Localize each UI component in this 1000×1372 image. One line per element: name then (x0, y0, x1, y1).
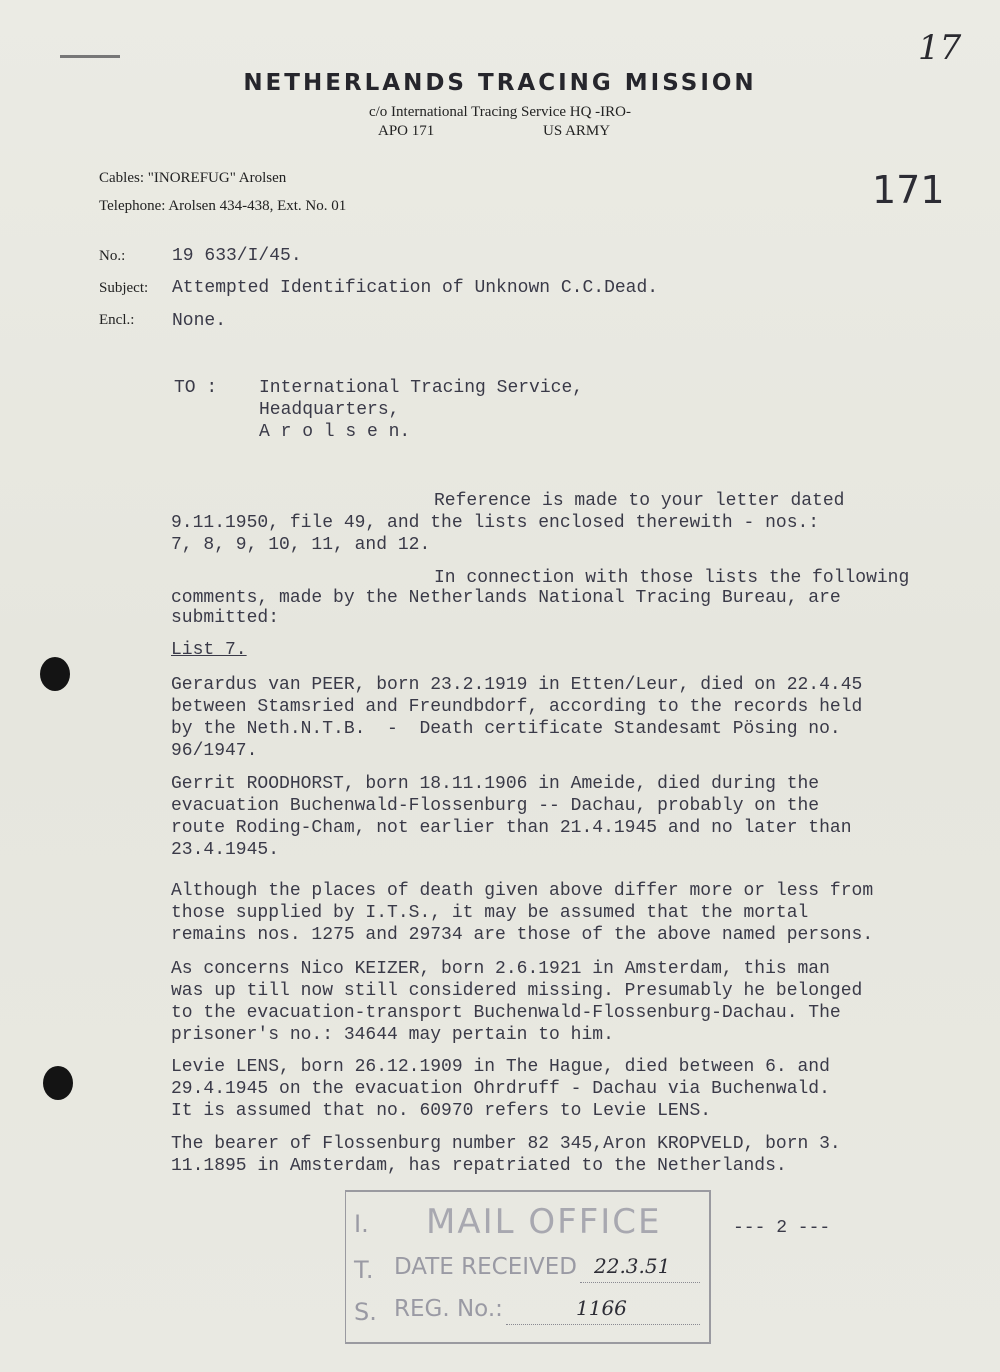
letterhead-army: US ARMY (543, 123, 611, 139)
paragraph-1-line-2: 9.11.1950, file 49, and the lists enclosed therewith - nos.: (171, 513, 820, 533)
entry-4-line-1: As concerns Nico KEIZER, born 2.6.1921 in Amsterdam, this man (171, 959, 830, 979)
letterhead-subtitle: c/o International Tracing Service HQ -IRO- (368, 104, 632, 120)
entry-4-line-2: was up till now still considered missing. Presumably he belonged (171, 981, 863, 1001)
mail-office-stamp (345, 1190, 711, 1344)
subject-value: Attempted Identification of Unknown C.C.Dead. (172, 278, 659, 298)
cables-line: Cables: "INOREFUG" Arolsen (99, 170, 287, 186)
encl-value: None. (172, 311, 227, 331)
entry-2-line-4: 23.4.1945. (171, 840, 280, 860)
entry-3-line-1: Although the places of death given above differ more or less from (171, 881, 874, 901)
entry-2-line-1: Gerrit ROODHORST, born 18.11.1906 in Ameide, died during the (171, 774, 820, 794)
encl-label: Encl.: (99, 312, 135, 328)
no-value: 19 633/I/45. (172, 246, 302, 266)
page-number-stamp: 171 (872, 168, 945, 212)
continuation-marker: --- 2 --- (733, 1218, 831, 1238)
punch-hole-bottom (43, 1066, 73, 1100)
stamp-title: MAIL OFFICE (426, 1202, 662, 1242)
subject-label: Subject: (99, 280, 149, 296)
entry-3-line-3: remains nos. 1275 and 29734 are those of the above named persons. (171, 925, 874, 945)
telephone-line: Telephone: Arolsen 434-438, Ext. No. 01 (99, 198, 347, 214)
entry-2-line-3: route Roding-Cham, not earlier than 21.4.1945 and no later than (171, 818, 852, 838)
entry-6-line-2: 11.1895 in Amsterdam, has repatriated to the Netherlands. (171, 1156, 787, 1176)
paragraph-2-line-1: In connection with those lists the following (434, 568, 910, 588)
letterhead-apo: APO 171 (378, 123, 435, 139)
list-heading: List 7. (171, 640, 247, 660)
entry-5-line-3: It is assumed that no. 60970 refers to Levie LENS. (171, 1101, 712, 1121)
stamp-letter-t: T. (354, 1256, 374, 1284)
to-label: TO : (174, 378, 218, 398)
stamp-date-label: DATE RECEIVED (394, 1254, 578, 1280)
entry-5-line-2: 29.4.1945 on the evacuation Ohrdruff - Dachau via Buchenwald. (171, 1079, 830, 1099)
corner-handwritten-number: 17 (918, 28, 962, 68)
no-label: No.: (99, 248, 126, 264)
entry-5-line-1: Levie LENS, born 26.12.1909 in The Hague, died between 6. and (171, 1057, 830, 1077)
paragraph-2-line-2: comments, made by the Netherlands National Tracing Bureau, are (171, 588, 841, 608)
paragraph-2-line-3: submitted: (171, 608, 280, 628)
ink-mark (60, 55, 120, 58)
stamp-letter-s: S. (354, 1298, 377, 1326)
addressee-line-1: International Tracing Service, (259, 378, 584, 398)
addressee-line-2: Headquarters, (259, 400, 400, 420)
punch-hole-top (40, 657, 70, 691)
stamp-reg-value: 1166 (576, 1296, 627, 1320)
entry-4-line-4: prisoner's no.: 34644 may pertain to him. (171, 1025, 614, 1045)
addressee-line-3: A r o l s e n. (259, 422, 411, 442)
entry-4-line-3: to the evacuation-transport Buchenwald-Flossenburg-Dachau. The (171, 1003, 841, 1023)
entry-3-line-2: those supplied by I.T.S., it may be assumed that the mortal (171, 903, 809, 923)
letterhead-title: NETHERLANDS TRACING MISSION (243, 70, 757, 96)
stamp-reg-label: REG. No.: (394, 1296, 503, 1322)
paragraph-1-line-3: 7, 8, 9, 10, 11, and 12. (171, 535, 431, 555)
entry-1-line-2: between Stamsried and Freundbdorf, according to the records held (171, 697, 863, 717)
entry-1-line-1: Gerardus van PEER, born 23.2.1919 in Etten/Leur, died on 22.4.45 (171, 675, 863, 695)
entry-2-line-2: evacuation Buchenwald-Flossenburg -- Dachau, probably on the (171, 796, 820, 816)
stamp-letter-i: I. (354, 1210, 369, 1238)
stamp-date-value: 22.3.51 (594, 1254, 671, 1278)
entry-6-line-1: The bearer of Flossenburg number 82 345,Aron KROPVELD, born 3. (171, 1134, 841, 1154)
entry-1-line-3: by the Neth.N.T.B. - Death certificate Standesamt Pösing no. (171, 719, 841, 739)
stamp-reg-field (506, 1296, 700, 1325)
stamp-date-field (580, 1254, 700, 1283)
paragraph-1-line-1: Reference is made to your letter dated (434, 491, 845, 511)
entry-1-line-4: 96/1947. (171, 741, 258, 761)
